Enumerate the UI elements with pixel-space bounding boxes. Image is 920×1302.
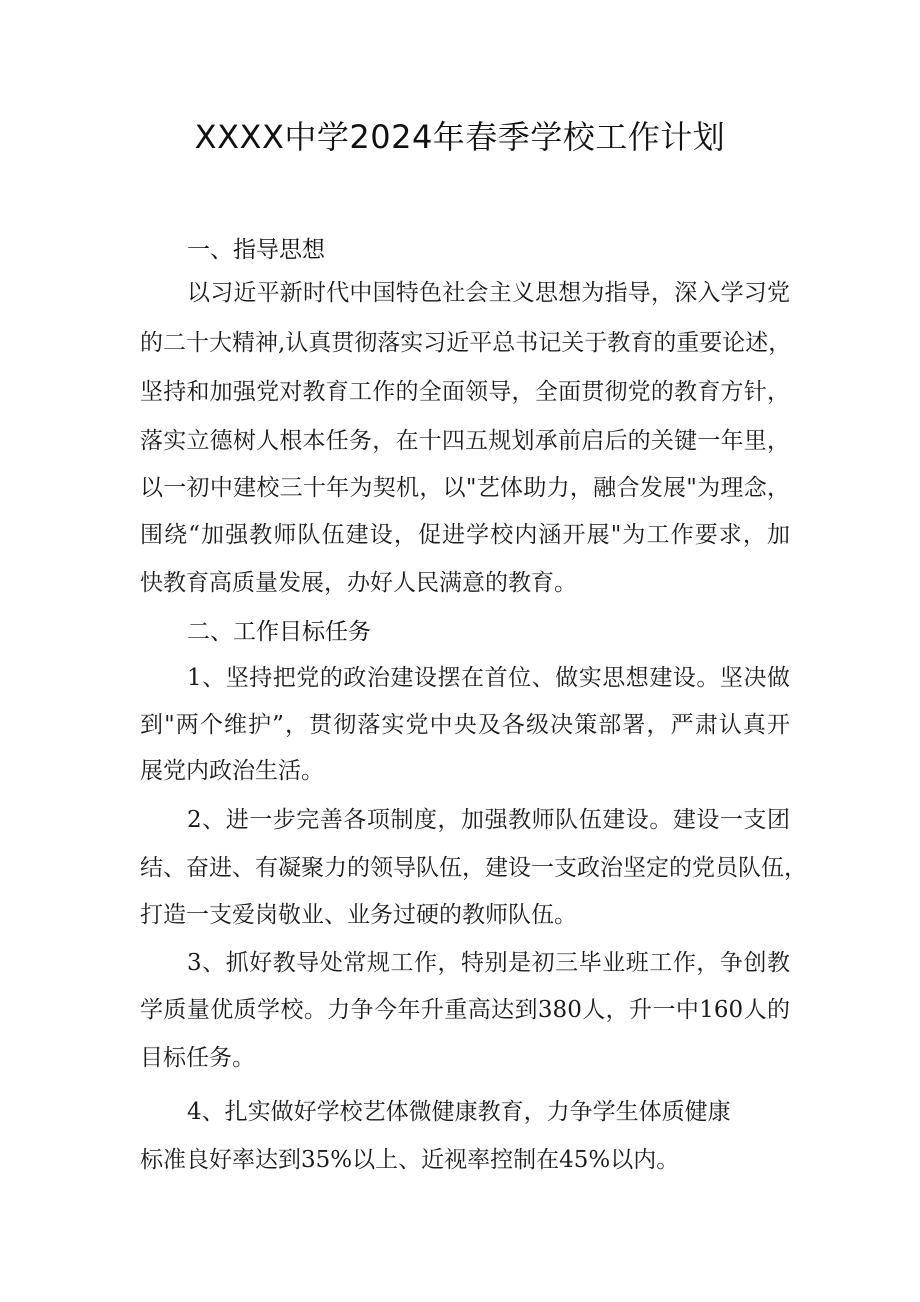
section-heading-work-goals: 二、工作目标任务 [187, 619, 371, 645]
paragraph-line: 展党内政治生活。 [140, 758, 324, 784]
paragraph-line: 学质量优质学校。力争今年升重高达到380人，升一中160人的 [140, 997, 790, 1023]
paragraph-line: 快教育高质量发展，办好人民满意的教育。 [140, 570, 577, 596]
paragraph-line: 以一初中建校三十年为契机，以"艺体助力，融合发展"为理念， [140, 475, 790, 501]
paragraph-line: 目标任务。 [140, 1045, 255, 1071]
paragraph-line: 以习近平新时代中国特色社会主义思想为指导，深入学习党 [187, 280, 790, 306]
paragraph-line: 落实立德树人根本任务，在十四五规划承前启后的关键一年里， [140, 428, 790, 454]
paragraph-line: 围绕“加强教师队伍建设，促进学校内涵开展"为工作要求，加 [140, 522, 790, 548]
section-heading-guiding-ideology: 一、指导思想 [187, 237, 325, 263]
document-title: XXXX中学2024年春季学校工作计划 [194, 118, 726, 156]
paragraph-line: 标准良好率达到35%以上、近视率控制在45%以内。 [140, 1147, 680, 1173]
paragraph-line: 4、扎实做好学校艺体微健康教育，力争学生体质健康 [187, 1099, 731, 1125]
paragraph-line: 2、进一步完善各项制度，加强教师队伍建设。建设一支团 [187, 807, 790, 833]
paragraph-line: 打造一支爱岗敬业、业务过硬的教师队伍。 [140, 902, 577, 928]
paragraph-line: 到"两个维护”，贯彻落实党中央及各级决策部署，严肃认真开 [140, 712, 790, 738]
paragraph-line: 坚持和加强党对教育工作的全面领导，全面贯彻党的教育方针， [140, 379, 790, 405]
paragraph-line: 1、坚持把党的政治建设摆在首位、做实思想建设。坚决做 [187, 665, 790, 691]
paragraph-line: 的二十大精神,认真贯彻落实习近平总书记关于教育的重要论述， [140, 330, 792, 356]
paragraph-line: 结、奋进、有凝聚力的领导队伍，建设一支政治坚定的党员队伍， [140, 855, 807, 881]
paragraph-line: 3、抓好教导处常规工作，特别是初三毕业班工作，争创教 [187, 950, 790, 976]
